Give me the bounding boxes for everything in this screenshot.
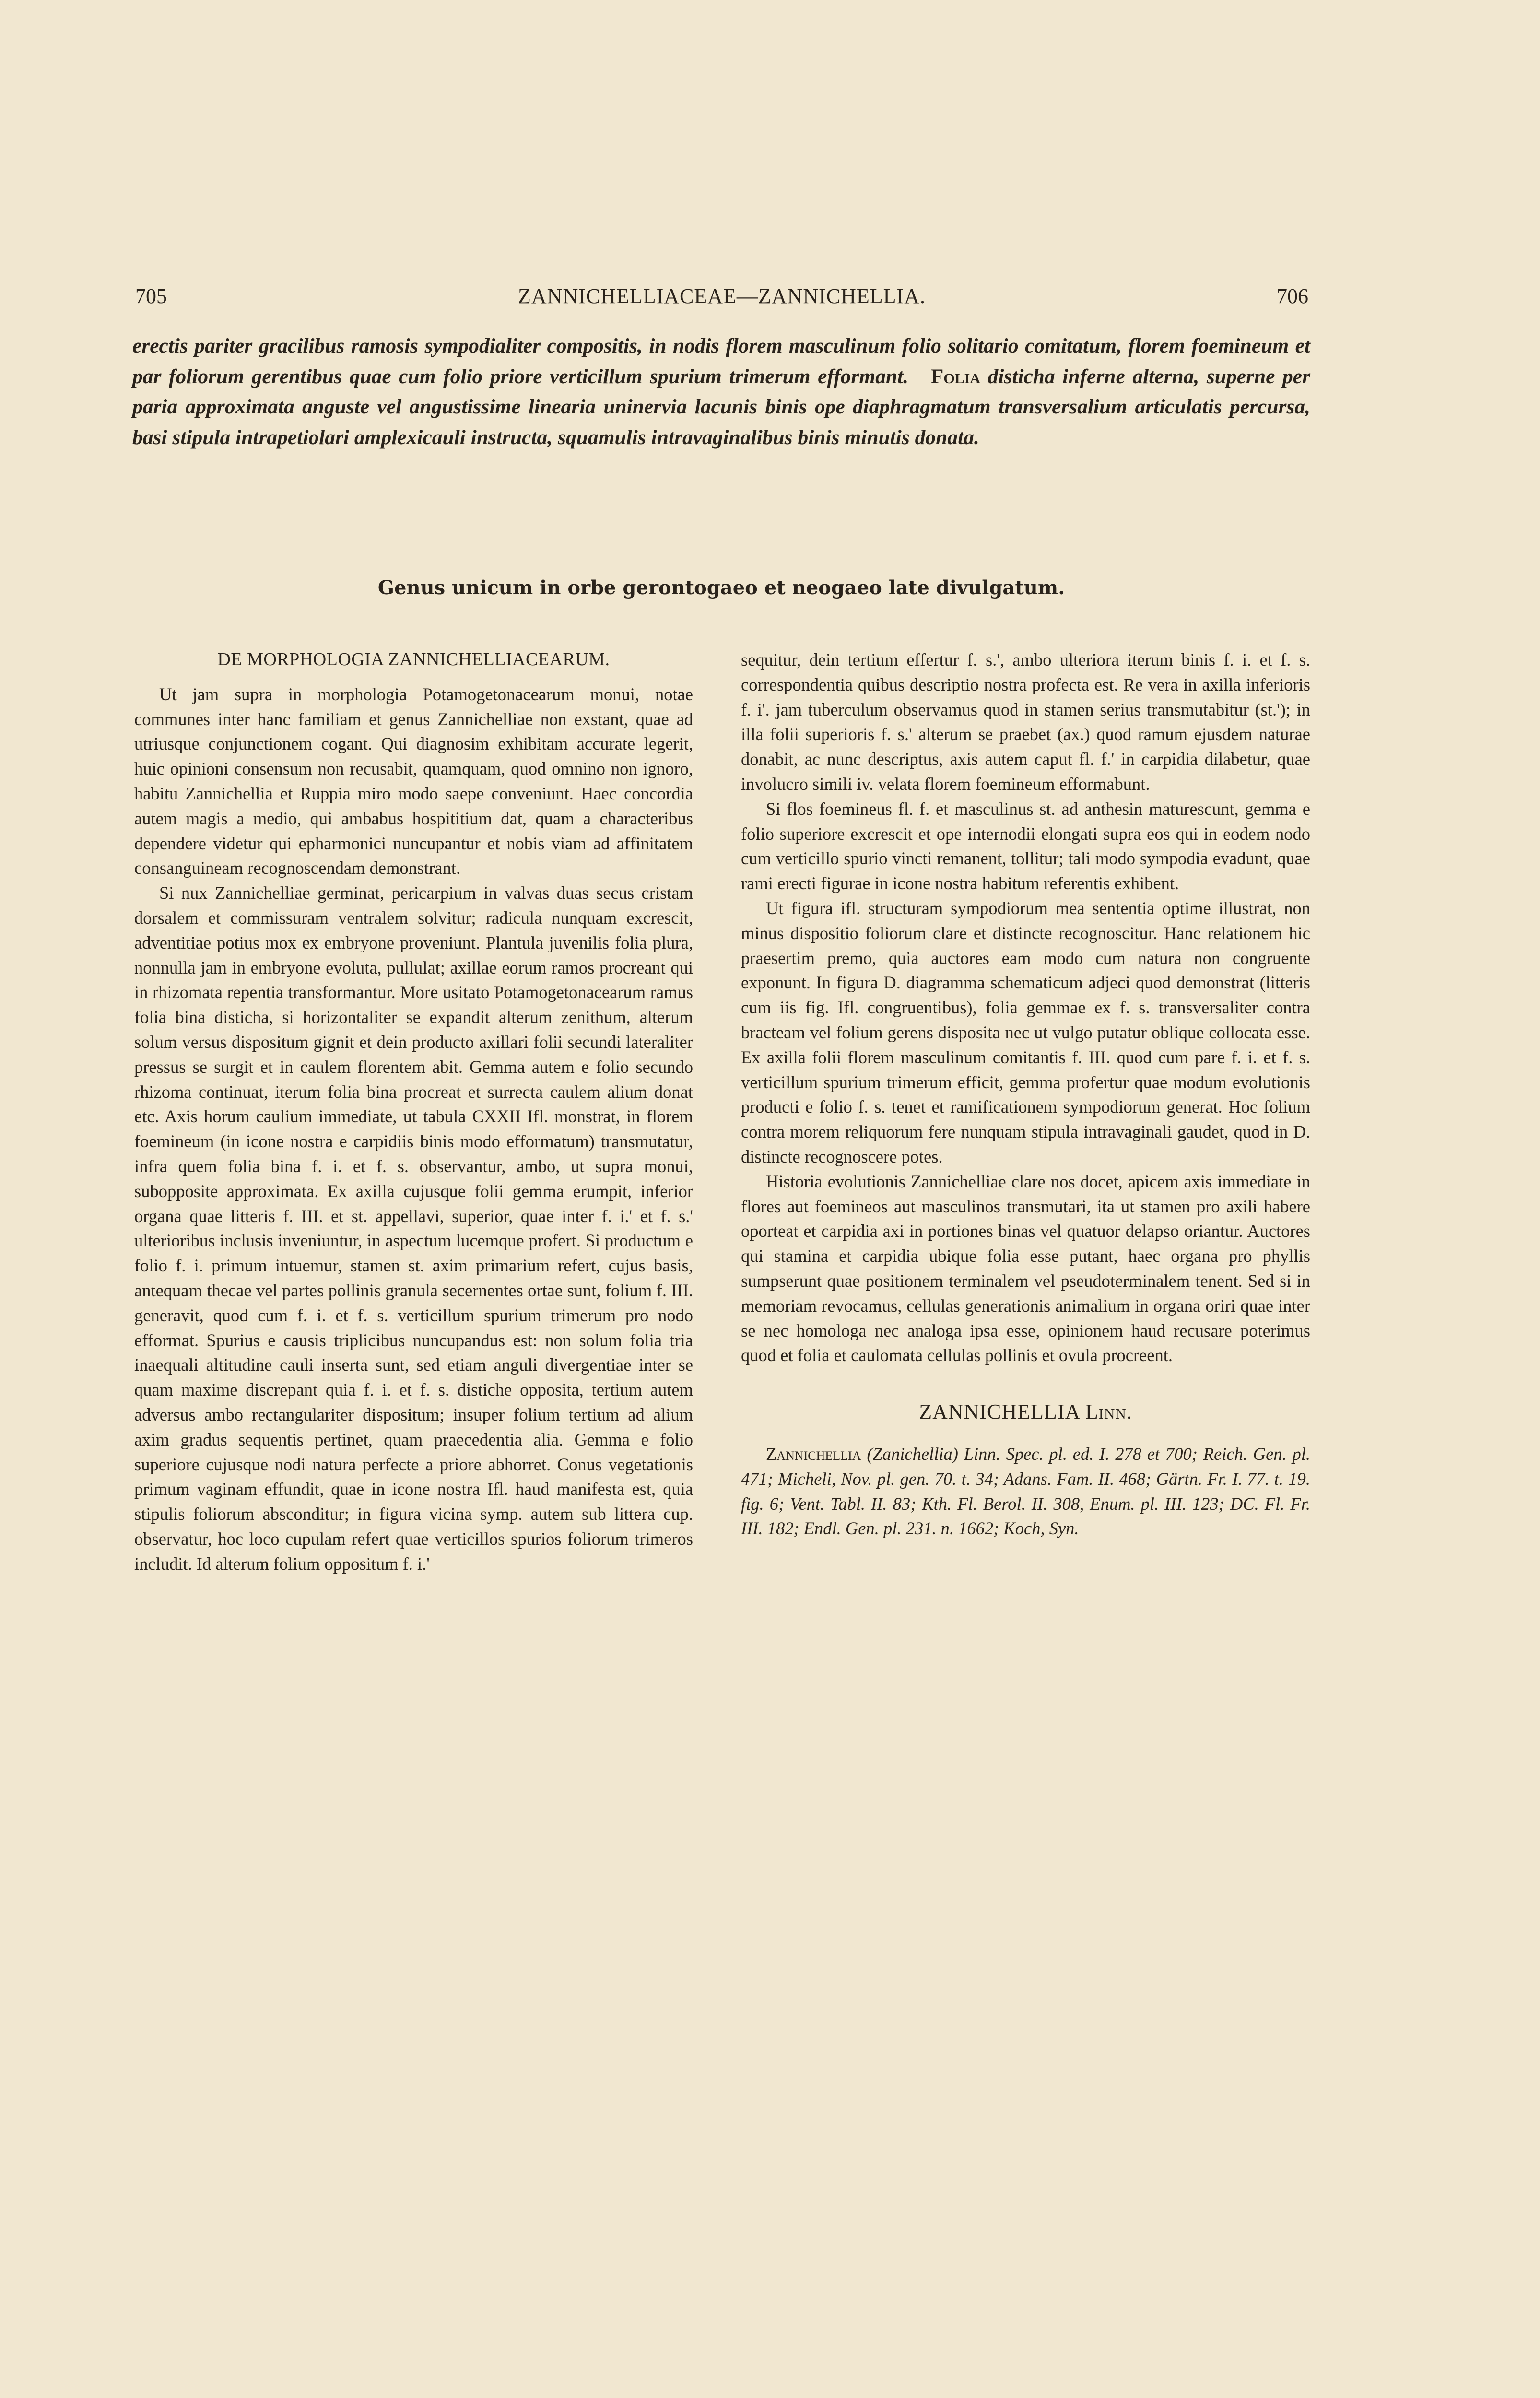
genus-heading-author: Linn.: [1085, 1400, 1132, 1424]
col1-paragraph-1: Ut jam supra in morphologia Potamogetonacearum monui, notae communes inter hanc familiam et genus Zannichelliae non exstant, quae ad utriusque conjunctionem cogant. Qui diagnosim exhibitam accurate legerit, huic opinioni consensum non recusabit, quamquam, quod omnino non ignoro, habitu Zannichellia et Ruppia miro modo saepe conveniunt. Haec concordia autem magis a medio, qui ambabus hospititium dat, quam a characteribus dependere videtur qui epharmonici nuncupantur et nobis viam ad affinitatem consanguineam recognoscendam demonstrant.: [134, 684, 693, 878]
col1-paragraph-2: Si nux Zannichelliae germinat, pericarpium in valvas duas secus cristam dorsalem et commissuram ventralem solvitur; radicula nunquam excrescit, adventitiae potius mox ex embryone proveniunt. Plantula juvenilis folia plura, nonnulla jam in embryone evoluta, pullulat; axillae eorum ramos procreant qui in rhizomata repentia transformantur. More usitato Potamogetonacearum ramus folia bina disticha, si horizontaliter se expandit alterum zenithum, alterum solum versus dispositum gignit et dein producto axillari folii secundi lateraliter pressus se surgit et in caulem florentem abit. Gemma autem e folio secundo rhizoma continuat, iterum folia bina procreat et surrecta caulem alium donat etc. Axis horum caulium immediate, ut tabula CXXII Ifl. monstrat, in florem foemineum (in icone nostra e carpidiis binis modo efformatum) transmutatur, infra quem folia bina f. i. et f. s. observantur, ambo, ut supra monui, subopposite approximata. Ex axilla cujusque folii gemma erumpit, inferior organa quae litteris f. III. et st. appellavi, superior, quae inter f. i.' et f. s.' ulterioribus inclusis inveniuntur, in aspectum lucemque profert. Si productum e folio f. i. primum intuemur, stamen st. axim primarium refert, cujus basis, antequam thecae vel partes pollinis granula secernentes ortae sunt, folium f. III. generavit, quod cum f. i. et f. s. verticillum spurium trimerum pro nodo efformat. Spurius e causis triplicibus nuncupandus est: non solum folia tria inaequali altitudine cauli inserta sunt, sed etiam anguli divergentiae inter se quam maxime discrepant quia f. i. et f. s. distiche opposita, tertium autem adversus ambo rectangulariter dispositum; insuper folium tertium ad alium axim gradus sequentis pertinet, quam praecedentia alia. Gemma e folio superiore cujusque nodi natura perfecte a priore abhorret. Conus vegetationis primum vaginam effundit, quae in icone nostra Ifl. haud manifesta est, quia stipulis foliorum absconditur; in figura vicina symp. autem sub littera cup. observatur, hoc loco cupulam refert quae verticillos spurios foliorum trimeros includit. Id alterum folium oppositum f. i.': [134, 883, 693, 1574]
running-header: [135, 284, 1308, 313]
synonymy-lead: Zannichellia: [766, 1444, 861, 1464]
intro-paragraph: [132, 331, 1310, 453]
col2-paragraph-3: Ut figura ifl. structuram sympodiorum mea sententia optime illustrat, non minus dispositio foliorum clare et distincte recognoscitur. Hanc relationem hic praesertim premo, quia auctores eam modo cum natura non congruente exponunt. In figura D. diagramma schematicum adjeci quod demonstrat (litteris cum iis fig. Ifl. congruentibus), folia gemmae ex f. s. transversaliter contra bracteam vel folium gerens disposita nec ut vulgo putatur oblique collocata esse. Ex axilla folii florem masculinum comitantis f. III. quod cum pare f. i. et f. s. verticillum spurium trimerum efficit, gemma profertur quae modum evolutionis producti e folio f. s. tenet et ramificationem sympodiorum generat. Hoc folium contra morem reliquorum fere nunquam stipula intravaginali gaudet, quod in D. distincte recognoscere potes.: [741, 898, 1310, 1166]
page-number-right: 706: [1277, 284, 1308, 308]
intro-folia-word: Folia: [930, 364, 981, 388]
intro-text-a: erectis pariter gracilibus ramosis sympodialiter compositis, in nodis florem masculinum folio solitario comitatum, florem foemineum et par foliorum gerentibus quae cum folio priore verticillum spurium trimerum efformant.: [132, 334, 1310, 388]
running-title: ZANNICHELLIACEAE—ZANNICHELLIA.: [518, 284, 926, 308]
genus-line: Genus unicum in orbe gerontogaeo et neogaeo late divulgatum.: [377, 576, 1065, 599]
genus-heading-main: ZANNICHELLIA: [919, 1400, 1080, 1424]
col2-paragraph-4: Historia evolutionis Zannichelliae clare nos docet, apicem axis immediate in flores aut foemineos aut masculinos transmutari, ita ut stamen pro axili habere oporteat et carpidia axi in portiones binas vel quatuor delapso oriantur. Auctores qui stamina et carpidia ubique folia esse putant, haec organa pro phyllis sumpserunt quae positionem terminalem vel pseudoterminalem tenent. Sed si in memoriam revocamus, cellulas generationis animalium in organa oriri quae inter se nec homologa nec analoga ipsa esse, opinionem haud recusare poterimus quod et folia et caulomata cellulas pollinis et ovula procreent.: [741, 1171, 1310, 1365]
synonymy-rest: (Zanichellia) Linn. Spec. pl. ed. I. 278 et 700; Reich. Gen. pl. 471; Micheli, Nov. pl. gen. 70. t. 34; Adans. Fam. II. 468; Gärtn. Fr. I. 77. t. 19. fig. 6; Vent. Tabl. II. 83; Kth. Fl. Berol. II. 308, Enum. pl. III. 123; DC. Fl. Fr. III. 182; Endl. Gen. pl. 231. n. 1662; Koch, Syn.: [741, 1444, 1311, 1539]
synonymy-paragraph: [741, 1442, 1310, 1541]
col2-paragraph-2: Si flos foemineus fl. f. et masculinus st. ad anthesin maturescunt, gemma e folio superiore excrescit et ope internodii elongati supra eos qui in eodem nodo cum verticillo spurio vincti remanent, tollitur; tali modo sympodia evadunt, quae rami erecti figurae in icone nostra habitum referentis exhibent.: [741, 799, 1310, 893]
col2-paragraph-1: sequitur, dein tertium effertur f. s.', ambo ulteriora iterum binis f. i. et f. s. correspondentia quibus descriptio nostra profecta est. Re vera in axilla inferioris f. i'. jam tuberculum observamus quod in stamen serius transmutabitur (st.'); in illa folii superioris f. s.' alterum se praebet (ax.) quod ramum ejusdem naturae donabit, ac nunc descriptus, axis autem caput fl. f.' in carpidia dilabetur, quae involucro simili iv. velata florem foemineum efformabunt.: [741, 650, 1310, 794]
section-heading: DE MORPHOLOGIA ZANNICHELLIACEARUM.: [217, 649, 610, 670]
intro-text-b: disticha inferne alterna, superne per paria approximata anguste vel angustissime linearia uninervia lacunis binis ope diaphragmatum transversalium articulatis percursa, basi stipula intrapetiolari amplexicauli instructa, squamulis intravaginalibus binis minutis donata.: [132, 364, 1310, 449]
genus-heading: [741, 1399, 1310, 1424]
right-column: [741, 647, 1310, 1541]
page-number-left: 705: [135, 284, 167, 308]
left-column: [134, 647, 693, 1576]
